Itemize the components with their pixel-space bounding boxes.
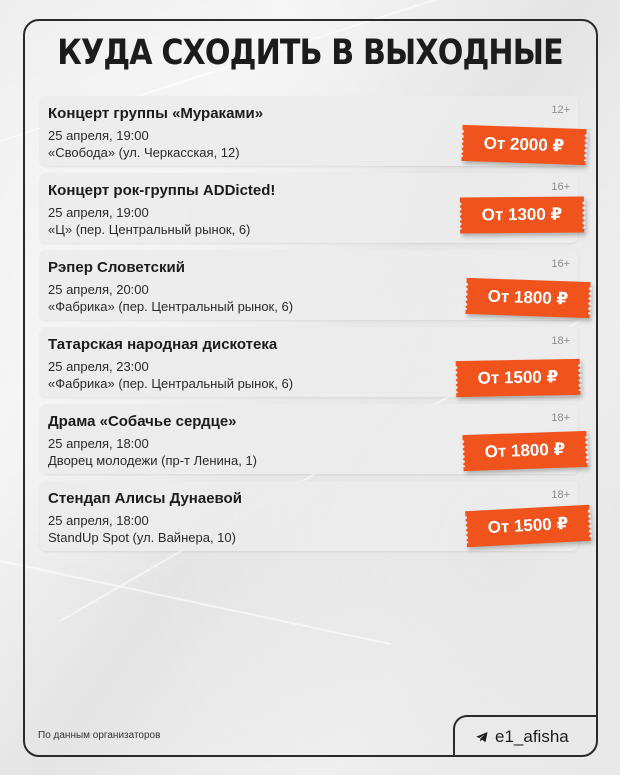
price-ticket: От 1500 ₽	[465, 505, 591, 547]
handle-text: e1_afisha	[495, 727, 569, 746]
event-date: 25 апреля, 18:00	[48, 436, 149, 451]
age-rating-badge: 12+	[551, 104, 570, 116]
price-ticket: От 1800 ₽	[462, 431, 587, 471]
price-ticket: От 2000 ₽	[461, 125, 586, 165]
event-name: Драма «Собачье сердце»	[48, 413, 237, 430]
event-date: 25 апреля, 23:00	[48, 359, 149, 374]
event-venue: «Фабрика» (пер. Центральный рынок, 6)	[48, 376, 294, 391]
price-ticket: От 1800 ₽	[465, 278, 590, 318]
page-title: КУДА СХОДИТЬ В ВЫХОДНЫЕ	[57, 33, 563, 73]
event-date: 25 апреля, 18:00	[48, 513, 149, 528]
event-name: Концерт рок-группы ADDicted!	[48, 182, 276, 199]
price-ticket: От 1500 ₽	[456, 359, 581, 397]
age-rating-badge: 18+	[551, 489, 570, 501]
event-venue: «Свобода» (ул. Черкасская, 12)	[48, 145, 240, 160]
telegram-icon	[475, 730, 489, 744]
source-note: По данным организаторов	[38, 730, 161, 741]
event-date: 25 апреля, 19:00	[48, 128, 149, 143]
event-name: Татарская народная дискотека	[48, 336, 278, 353]
event-venue: StandUp Spot (ул. Вайнера, 10)	[48, 530, 236, 545]
event-date: 25 апреля, 19:00	[48, 205, 149, 220]
event-venue: «Фабрика» (пер. Центральный рынок, 6)	[48, 299, 294, 314]
event-name: Рэпер Словетский	[48, 259, 185, 276]
event-date: 25 апреля, 20:00	[48, 282, 149, 297]
social-handle[interactable]	[453, 715, 598, 757]
event-name: Стендап Алисы Дунаевой	[48, 490, 242, 507]
age-rating-badge: 16+	[551, 181, 570, 193]
price-ticket: От 1300 ₽	[460, 196, 584, 233]
age-rating-badge: 16+	[551, 258, 570, 270]
age-rating-badge: 18+	[551, 335, 570, 347]
event-venue: «Ц» (пер. Центральный рынок, 6)	[48, 222, 251, 237]
event-venue: Дворец молодежи (пр-т Ленина, 1)	[48, 453, 257, 468]
event-name: Концерт группы «Мураками»	[48, 105, 264, 122]
age-rating-badge: 18+	[551, 412, 570, 424]
